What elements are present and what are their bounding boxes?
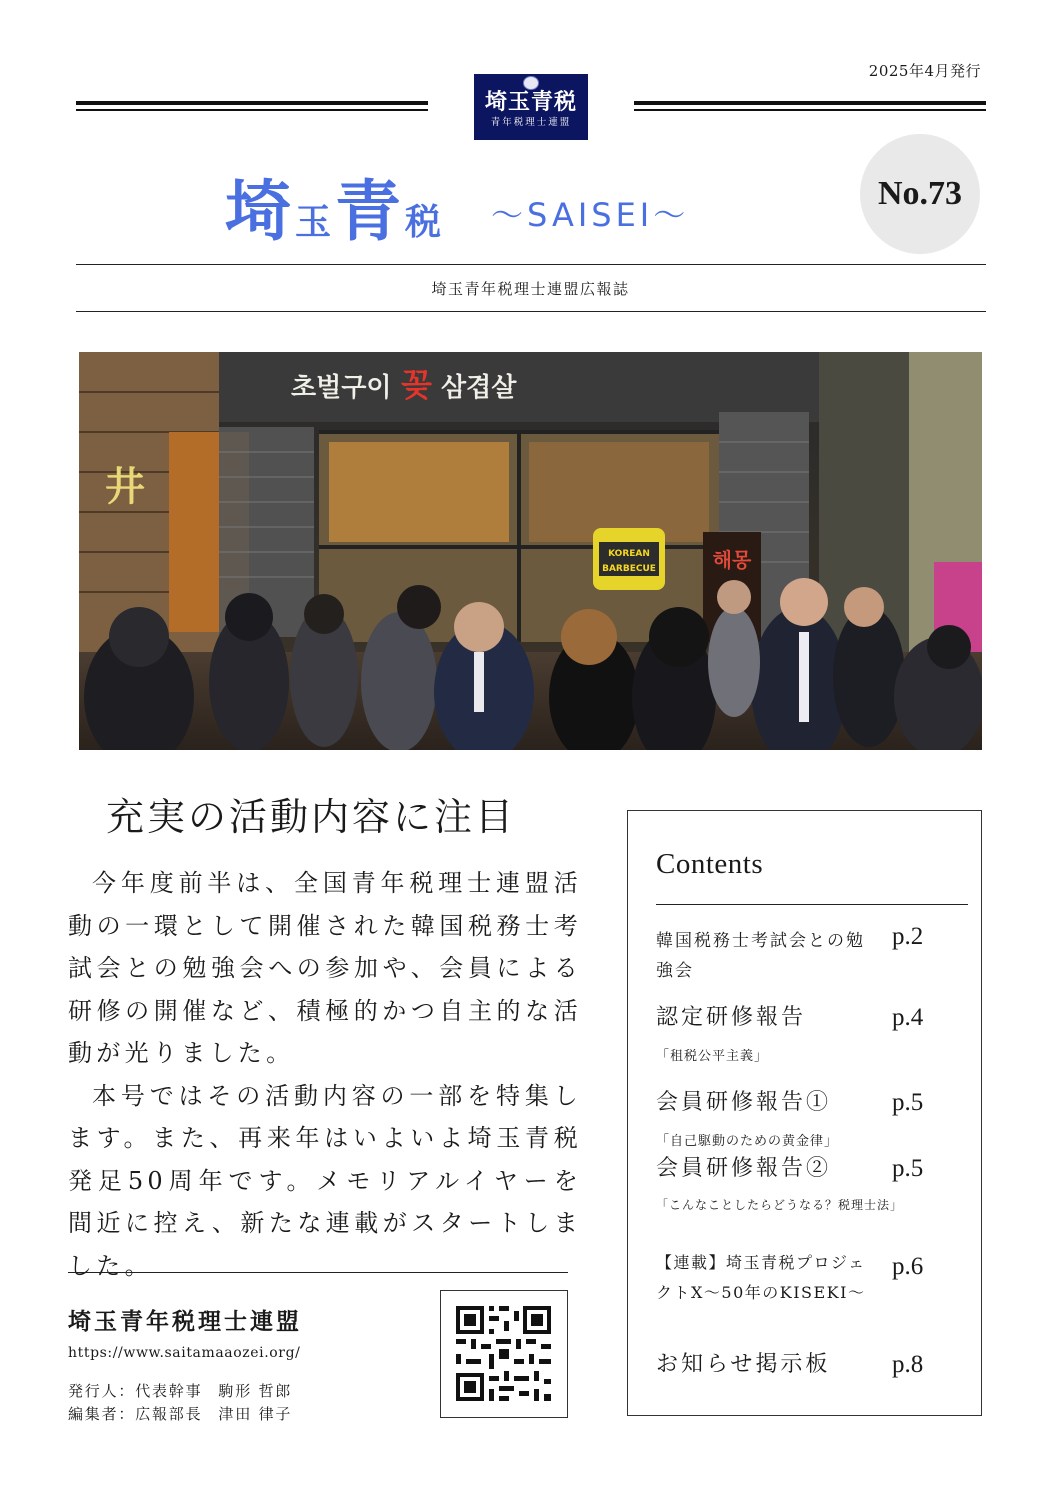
logo-sub-text: 青年税理士連盟 bbox=[490, 117, 572, 128]
contents-title: Contents bbox=[656, 848, 764, 880]
subtitle-rule-top bbox=[76, 264, 986, 265]
issue-number-badge: No.73 bbox=[860, 134, 980, 254]
shop-sign-red: 꽂 bbox=[401, 366, 432, 404]
bbq-badge-bottom: BARBECUE bbox=[602, 564, 656, 574]
top-rule-left bbox=[76, 101, 428, 111]
masthead-subtitle: 埼玉青年税理士連盟広報誌 bbox=[431, 280, 630, 298]
logo-main-text: 埼玉青税 bbox=[484, 90, 577, 115]
toc-item-4-page[interactable]: p.5 bbox=[892, 1155, 924, 1182]
article-headline: 充実の活動内容に注目 bbox=[106, 795, 517, 839]
org-url[interactable]: https://www.saitamaaozei.org/ bbox=[68, 1345, 301, 1361]
toc-item-2-sub: 「租税公平主義」 bbox=[656, 1049, 769, 1064]
toc-item-1-label[interactable]: 韓国税務士考試会との勉強会 bbox=[656, 931, 865, 981]
editor-label: 編集者：広報部長 bbox=[68, 1405, 203, 1423]
toc-item-6-label[interactable]: お知らせ掲示板 bbox=[656, 1352, 831, 1377]
article-body bbox=[68, 862, 582, 1287]
org-name: 埼玉青年税理士連盟 bbox=[68, 1308, 302, 1335]
title-latin: 〜SAISEI〜 bbox=[491, 196, 690, 234]
publisher-name: 駒形 哲郎 bbox=[218, 1382, 293, 1400]
side-sign-char: 井 bbox=[105, 464, 145, 510]
bbq-badge-top: KOREAN bbox=[608, 549, 650, 559]
event-photo bbox=[79, 352, 982, 750]
org-divider bbox=[68, 1272, 568, 1273]
issue-date: 2025年4月発行 bbox=[868, 62, 981, 80]
toc-item-5-page[interactable]: p.6 bbox=[892, 1253, 924, 1280]
toc-item-2-page[interactable]: p.4 bbox=[892, 1004, 924, 1031]
photo-illustration bbox=[79, 352, 982, 750]
publisher-label: 発行人：代表幹事 bbox=[68, 1382, 203, 1400]
title-char-1: 埼 bbox=[225, 172, 291, 250]
top-rule-right bbox=[634, 101, 986, 111]
shop-sign-1: 초벌구이 bbox=[291, 373, 392, 403]
toc-item-6-page[interactable]: p.8 bbox=[892, 1351, 924, 1378]
editor-name: 津田 律子 bbox=[218, 1405, 293, 1423]
toc-item-3-sub: 「自己駆動のための黄金律」 bbox=[656, 1134, 839, 1149]
toc-item-5-label[interactable]: 【連載】埼玉青税プロジェクトX〜50年のKISEKI〜 bbox=[656, 1253, 866, 1302]
toc-item-4-label[interactable]: 会員研修報告② bbox=[656, 1156, 832, 1181]
title-char-4: 税 bbox=[405, 201, 442, 243]
title-char-3: 青 bbox=[335, 172, 402, 250]
logo-emblem-icon bbox=[523, 76, 539, 90]
article-paragraph-1: 今年度前半は、全国青年税理士連盟活動の一環として開催された韓国税務士考試会との勉強会への参加や、会員による研修の開催など、積極的かつ自主的な活動が光りました。 bbox=[68, 869, 582, 1067]
title-char-2: 玉 bbox=[295, 201, 332, 243]
org-credits bbox=[68, 1380, 292, 1426]
article-paragraph-2: 本号ではその活動内容の一部を特集します。また、再来年はいよいよ埼玉青税発足50周年です。メモリアルイヤーを間近に控え、新たな連載がスタートしました。 bbox=[68, 1081, 582, 1280]
saisei-logo bbox=[474, 74, 588, 140]
vertical-sign-text: 해몽 bbox=[712, 548, 752, 572]
masthead-title bbox=[225, 158, 689, 253]
toc-item-3-page[interactable]: p.5 bbox=[892, 1089, 924, 1116]
toc-item-1-page[interactable]: p.2 bbox=[892, 923, 924, 950]
subtitle-rule-bottom bbox=[76, 311, 986, 312]
toc-item-3-label[interactable]: 会員研修報告① bbox=[656, 1090, 832, 1115]
qr-code[interactable] bbox=[440, 1290, 568, 1418]
contents-divider bbox=[656, 904, 968, 905]
shop-sign-2: 삼겹살 bbox=[441, 373, 517, 403]
toc-item-4-sub: 「こんなことしたらどうなる？税理士法」 bbox=[656, 1198, 904, 1212]
qr-code-icon bbox=[441, 1291, 566, 1416]
toc-item-2-label[interactable]: 認定研修報告 bbox=[656, 1005, 807, 1030]
